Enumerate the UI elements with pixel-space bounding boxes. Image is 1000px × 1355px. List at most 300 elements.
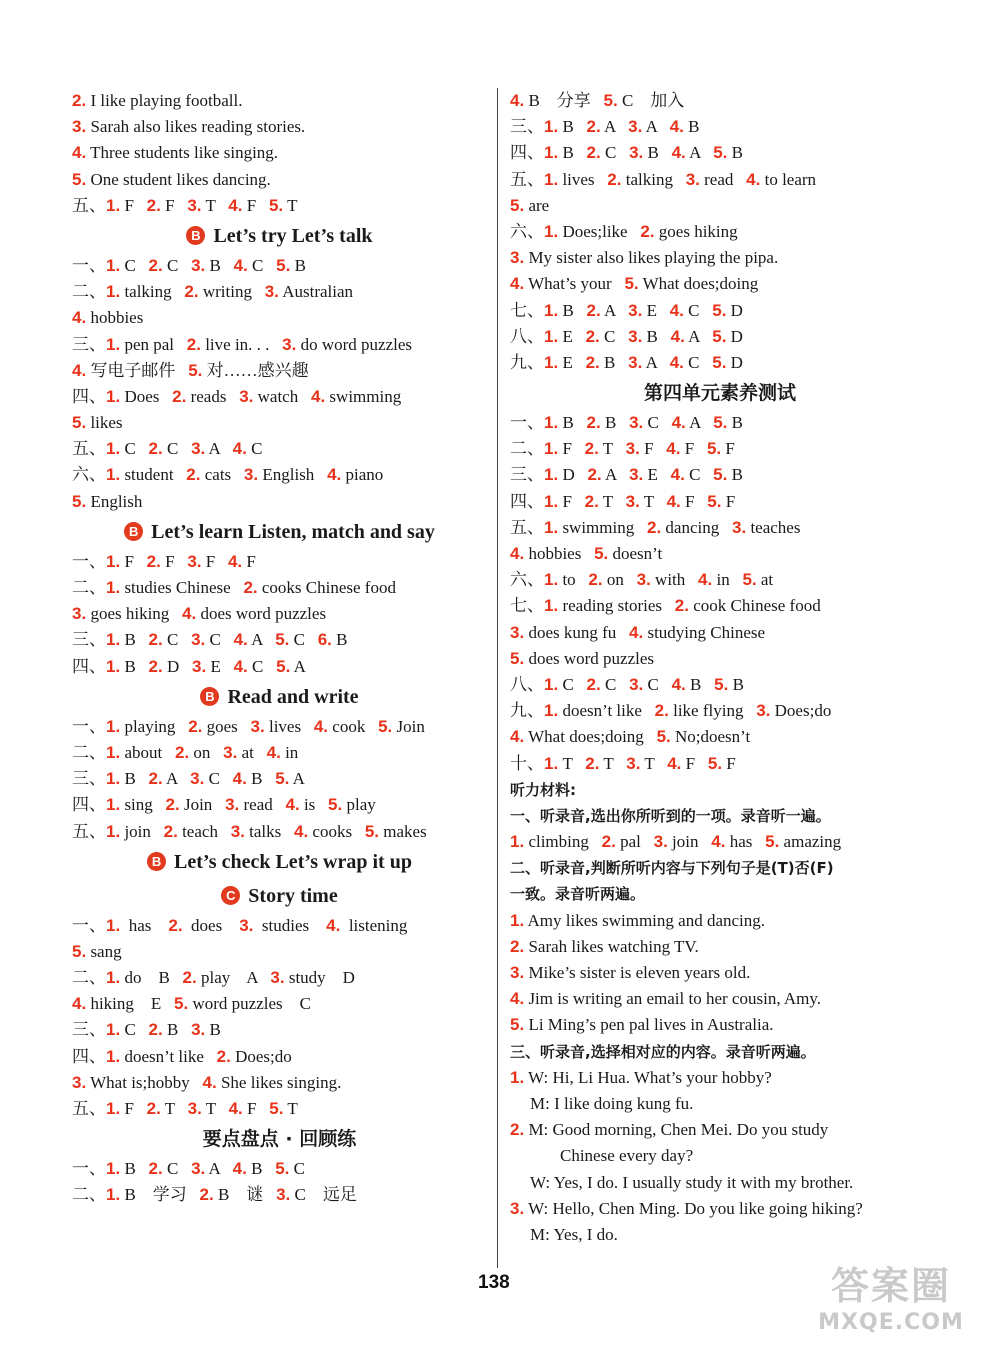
item-number: 4. <box>202 1072 217 1092</box>
item-number: 4. <box>72 308 87 328</box>
item-number: 2. <box>585 352 600 372</box>
item-number: 2. <box>510 936 525 956</box>
answer-text: A <box>205 439 233 459</box>
answer-text: on <box>189 742 224 762</box>
item-number: 2. <box>186 465 201 485</box>
item-number: 1. <box>106 195 121 215</box>
answer-text: cooks <box>308 821 365 841</box>
column-divider <box>497 88 498 1268</box>
item-number: 5. <box>72 169 87 189</box>
answer-text: Does <box>120 386 173 406</box>
answer-text: 二、 <box>72 742 106 762</box>
item-number: 2. <box>243 578 258 597</box>
answer-text: 四、 <box>72 386 106 406</box>
item-number: 1. <box>544 674 559 694</box>
item-number: 1. <box>106 551 121 571</box>
answer-line <box>72 305 487 331</box>
answer-text: A <box>205 1159 233 1179</box>
answer-text: lives <box>264 716 314 736</box>
answer-text: A <box>685 143 714 163</box>
answer-line <box>510 193 930 219</box>
answer-line <box>510 462 930 488</box>
item-number: 2. <box>146 1099 161 1118</box>
item-number: 4. <box>666 439 681 459</box>
answer-text: C <box>600 143 630 163</box>
item-number: 2. <box>146 551 161 571</box>
section-heading <box>72 219 487 253</box>
item-number: 4. <box>285 795 300 815</box>
item-number: 1. <box>544 439 559 459</box>
item-number: 3. <box>192 656 207 676</box>
item-number: 2. <box>186 334 201 354</box>
answer-line <box>510 777 930 803</box>
answer-text: T <box>283 1099 298 1118</box>
item-number: 5. <box>712 300 727 320</box>
answer-text: 四、 <box>510 143 544 163</box>
item-number: 3. <box>756 701 771 721</box>
answer-text: 二、 <box>72 968 106 988</box>
item-number: 1. <box>106 1020 121 1040</box>
item-number: 4. <box>669 352 684 372</box>
answer-text: C <box>643 674 672 694</box>
answer-text: B 分享 <box>524 91 604 110</box>
item-number: 4. <box>266 742 281 762</box>
answer-text: 九、 <box>510 352 544 372</box>
answer-text: W: Hi, Li Hua. What’s your hobby? <box>524 1067 772 1087</box>
item-number: 5. <box>712 326 727 346</box>
item-number: 3. <box>510 1198 525 1218</box>
answer-text: E <box>206 656 234 676</box>
item-number: 3. <box>187 551 202 571</box>
answer-text: in <box>280 742 299 762</box>
item-number: 3. <box>685 169 700 189</box>
answer-text: F <box>639 439 667 459</box>
answer-text: goes hiking <box>654 221 738 241</box>
answer-line <box>72 167 487 193</box>
item-number: 3. <box>510 248 525 268</box>
answer-text: 三、 <box>72 1020 106 1040</box>
item-number: 1. <box>544 326 559 346</box>
answer-line <box>72 384 487 410</box>
item-number: 4. <box>669 300 684 320</box>
answer-text: F <box>120 1099 147 1118</box>
answer-text: F <box>722 753 736 773</box>
item-number: 1. <box>544 413 559 433</box>
item-number: 5. <box>713 465 728 485</box>
answer-text: 一致。录音听两遍。 <box>510 885 646 904</box>
answer-text: at <box>756 570 774 590</box>
answer-line <box>510 167 930 193</box>
answer-text: A <box>642 117 670 137</box>
answer-text: swimming <box>325 386 402 406</box>
item-number: 4. <box>228 1099 243 1118</box>
answer-line <box>510 541 930 567</box>
answer-text: 听力材料: <box>510 780 576 799</box>
answer-text: 三、听录音,选择相对应的内容。录音听两遍。 <box>510 1042 816 1061</box>
item-number: 3. <box>264 282 279 302</box>
answer-text: does kung fu <box>524 622 630 642</box>
answer-text: 八、 <box>510 674 544 694</box>
item-number: 1. <box>544 221 559 241</box>
item-number: 4. <box>629 622 644 642</box>
item-number: 4. <box>233 656 248 676</box>
section-heading <box>72 879 487 913</box>
answer-text: does <box>182 915 240 935</box>
answer-line <box>72 410 487 436</box>
answer-text: teaches <box>746 517 801 537</box>
answer-line <box>510 489 930 515</box>
answer-text: M: Yes, I do. <box>530 1224 618 1244</box>
answer-line <box>510 908 930 934</box>
item-number: 3. <box>243 465 259 485</box>
answer-line <box>72 436 487 462</box>
answer-text: D <box>726 300 743 320</box>
answer-text: F <box>242 551 256 571</box>
item-number: 2. <box>584 439 599 459</box>
item-number: 4. <box>671 674 686 694</box>
section-title: Let’s learn Listen, match and say <box>151 520 435 543</box>
answer-text: B <box>600 413 630 433</box>
item-number: 3. <box>72 1072 87 1092</box>
answer-text: Sarah likes watching TV. <box>524 936 699 956</box>
answer-text: T <box>598 491 626 511</box>
answer-text: 一、 <box>72 716 106 736</box>
answer-text: A <box>290 656 306 676</box>
answer-text: Sarah also likes reading stories. <box>86 117 306 137</box>
item-number: 3. <box>72 117 87 137</box>
item-number: 3. <box>629 465 644 485</box>
item-number: 4. <box>233 630 248 650</box>
answer-text: What does;doing <box>638 274 759 294</box>
answer-text: B <box>599 352 629 372</box>
item-number: 5. <box>713 413 728 433</box>
answer-text: F <box>681 753 708 773</box>
answer-line <box>510 410 930 436</box>
answer-text: 三、 <box>510 465 544 485</box>
item-number: 3. <box>629 674 644 694</box>
answer-text: Join <box>392 716 425 736</box>
answer-text: B <box>685 674 715 694</box>
answer-text: Does;do <box>770 701 832 721</box>
item-number: 5. <box>594 544 609 563</box>
item-number: 4. <box>670 465 685 485</box>
answer-text: F <box>201 551 228 571</box>
item-number: 2. <box>148 1020 163 1040</box>
item-number: 2. <box>586 300 601 320</box>
answer-text: Australian <box>278 282 354 302</box>
item-number: 4. <box>326 915 341 935</box>
item-number: 4. <box>510 91 525 110</box>
item-number: 1. <box>544 491 559 511</box>
answer-text: F <box>242 195 269 215</box>
answer-text: B <box>558 300 587 320</box>
answer-text: B <box>558 413 587 433</box>
item-number: 1. <box>106 968 121 988</box>
answer-text: does word puzzles <box>524 648 655 668</box>
item-number: 4. <box>510 544 525 563</box>
answer-text: What is;hobby <box>86 1072 203 1092</box>
answer-text: B <box>120 630 149 650</box>
answer-text: B <box>558 117 587 137</box>
answer-text: at <box>237 742 267 762</box>
answer-line <box>72 462 487 488</box>
answer-text: studies <box>253 915 327 935</box>
answer-text: E <box>643 465 671 485</box>
item-number: 2. <box>148 1159 163 1179</box>
answer-line <box>510 1170 930 1196</box>
answer-line <box>510 881 930 907</box>
item-number: 3. <box>732 517 747 537</box>
item-number: 5. <box>72 413 87 433</box>
answer-text: A <box>247 630 276 650</box>
answer-line <box>72 358 487 384</box>
item-number: 2. <box>586 674 601 694</box>
answer-text: B <box>246 769 276 789</box>
answer-line <box>72 1017 487 1043</box>
answer-text: 一、 <box>72 255 106 275</box>
answer-text: talking <box>120 282 185 302</box>
answer-text: B <box>120 769 149 789</box>
item-number: 3. <box>628 352 643 372</box>
item-number: 4. <box>72 994 87 1014</box>
answer-line <box>510 934 930 960</box>
item-number: 5. <box>510 648 525 668</box>
answer-text: C <box>558 674 587 694</box>
item-number: 3. <box>510 963 525 982</box>
answer-line <box>510 324 930 350</box>
item-number: 5. <box>714 674 729 694</box>
left-column <box>72 88 487 1209</box>
answer-line <box>510 1012 930 1038</box>
answer-text: T <box>283 195 298 215</box>
answer-text: C <box>120 1020 149 1040</box>
answer-text: 一、 <box>510 413 544 433</box>
answer-text: Amy likes swimming and dancing. <box>524 910 766 930</box>
answer-text: join <box>120 821 164 841</box>
answer-text: goes hiking <box>86 604 183 624</box>
item-number: 5. <box>707 753 723 773</box>
watermark-logo-text: 答案圈 <box>830 1264 951 1308</box>
item-number: 5. <box>624 274 639 294</box>
answer-text: D <box>726 352 743 372</box>
answer-line <box>510 567 930 593</box>
item-number: 4. <box>227 551 243 571</box>
item-number: 1. <box>106 578 121 597</box>
item-number: 3. <box>239 915 254 935</box>
answer-line <box>72 549 487 575</box>
answer-text: teach <box>177 821 231 841</box>
item-number: 2. <box>148 769 163 789</box>
answer-line <box>72 627 487 653</box>
item-number: 1. <box>544 570 559 590</box>
item-number: 5. <box>712 352 727 372</box>
answer-text: T <box>201 195 229 215</box>
item-number: 1. <box>544 465 559 485</box>
answer-text: hiking E <box>86 994 175 1014</box>
answer-text: read <box>239 795 286 815</box>
answer-text: cooks Chinese food <box>257 578 396 597</box>
answer-line <box>510 1117 930 1143</box>
answer-text: C <box>120 255 149 275</box>
answer-text: B <box>246 1159 276 1179</box>
item-number: 5. <box>275 769 290 789</box>
answer-text: B 学习 <box>120 1185 200 1205</box>
section-title: 要点盘点 · 回顾练 <box>202 1128 357 1151</box>
item-number: 2. <box>586 413 601 433</box>
answer-line <box>72 965 487 991</box>
answer-text: T <box>558 753 586 773</box>
answer-text: E <box>642 300 670 320</box>
answer-text: B <box>162 1020 192 1040</box>
answer-text: with <box>650 570 699 590</box>
answer-text: B <box>727 143 743 163</box>
answer-text: B <box>205 255 234 275</box>
answer-text: like flying <box>668 701 757 721</box>
answer-text: is <box>299 795 329 815</box>
item-number: 4. <box>510 274 525 294</box>
section-badge-icon: C <box>221 886 240 905</box>
answer-text: T <box>598 439 626 459</box>
answer-text: talks <box>244 821 294 841</box>
page-number: 138 <box>478 1272 510 1293</box>
answer-text: B <box>642 326 671 346</box>
answer-text: 一、听录音,选出你所听到的一项。录音听一遍。 <box>510 806 831 825</box>
answer-text: study D <box>284 968 355 988</box>
answer-text: 八、 <box>510 326 544 346</box>
answer-text: A <box>600 117 629 137</box>
answer-line <box>72 654 487 680</box>
answer-line <box>72 332 487 358</box>
answer-text: 六、 <box>510 221 544 241</box>
item-number: 4. <box>232 1159 247 1179</box>
answer-text: B <box>205 1020 221 1040</box>
answer-text: reading stories <box>558 596 675 616</box>
answer-text: C <box>289 1159 305 1179</box>
answer-text: C <box>162 255 192 275</box>
item-number: 2. <box>601 832 616 852</box>
answer-line <box>72 279 487 305</box>
item-number: 4. <box>310 386 326 406</box>
answer-text: C 加入 <box>617 91 685 110</box>
item-number: 3. <box>72 604 87 624</box>
item-number: 5. <box>72 941 87 961</box>
item-number: 2. <box>587 465 602 485</box>
answer-line <box>510 88 930 114</box>
answer-text: What’s your <box>524 274 625 294</box>
answer-text: C <box>247 656 277 676</box>
item-number: 3. <box>628 300 643 320</box>
item-number: 5. <box>656 727 671 747</box>
item-number: 2. <box>586 143 601 163</box>
answer-line <box>510 271 930 297</box>
answer-text: I like playing football. <box>86 91 243 110</box>
item-number: 3. <box>191 630 206 650</box>
item-number: 4. <box>510 989 525 1009</box>
item-number: 5. <box>510 1015 525 1035</box>
answer-text: pen pal <box>120 334 187 354</box>
answer-text: play A <box>196 968 271 988</box>
item-number: 1. <box>106 334 121 354</box>
answer-text: to <box>558 570 589 590</box>
item-number: 2. <box>165 795 180 815</box>
answer-text: A <box>600 300 629 320</box>
answer-line <box>72 253 487 279</box>
answer-text: reads <box>186 386 240 406</box>
answer-line <box>510 986 930 1012</box>
answer-text: B <box>728 674 744 694</box>
answer-text: No;doesn’t <box>670 727 751 747</box>
item-number: 3. <box>625 439 640 459</box>
answer-text: C <box>162 439 192 459</box>
item-number: 2. <box>146 195 161 215</box>
answer-text: word puzzles C <box>188 994 311 1014</box>
item-number: 4. <box>327 465 342 485</box>
item-number: 5. <box>328 795 343 815</box>
item-number: 2. <box>148 630 163 650</box>
item-number: 1. <box>106 1046 121 1066</box>
item-number: 5. <box>276 255 291 275</box>
answer-line <box>510 1065 930 1091</box>
answer-line <box>72 114 487 140</box>
item-number: 3. <box>190 769 205 789</box>
item-number: 2. <box>640 221 655 241</box>
answer-line <box>510 829 930 855</box>
answer-text: C <box>684 465 714 485</box>
answer-line <box>72 1096 487 1122</box>
answer-text: 二、听录音,判断所听内容与下列句子是(T)否(F) <box>510 859 834 878</box>
answer-text: D <box>162 656 192 676</box>
answer-line <box>72 1156 487 1182</box>
answer-text: C <box>204 769 233 789</box>
answer-text: F <box>680 439 707 459</box>
answer-line <box>510 803 930 829</box>
item-number: 2. <box>188 716 203 736</box>
answer-text: D <box>558 465 588 485</box>
item-number: 4. <box>698 570 713 590</box>
item-number: 1. <box>106 1185 121 1205</box>
item-number: 3. <box>628 117 643 137</box>
answer-text: 对……感兴趣 <box>202 360 309 380</box>
item-number: 2. <box>174 742 190 762</box>
section-badge-icon: B <box>124 522 143 541</box>
item-number: 1. <box>106 795 121 815</box>
item-number: 3. <box>191 1020 206 1040</box>
answer-text: live in. . . <box>200 334 283 354</box>
item-number: 1. <box>544 300 559 320</box>
item-number: 1. <box>106 439 121 459</box>
item-number: 3. <box>250 716 265 736</box>
answer-text: amazing <box>779 832 842 852</box>
item-number: 2. <box>72 91 87 110</box>
answer-line <box>510 219 930 245</box>
answer-text: piano <box>341 465 384 485</box>
answer-line <box>510 751 930 777</box>
item-number: 2. <box>646 517 662 537</box>
answer-line <box>510 350 930 376</box>
item-number: 4. <box>669 117 684 137</box>
answer-text: W: Yes, I do. I usually study it with my brother. <box>530 1172 854 1192</box>
section-title: Story time <box>248 884 338 907</box>
answer-line <box>510 960 930 986</box>
answer-text: 写电子邮件 <box>86 360 189 380</box>
item-number: 2. <box>148 656 163 676</box>
answer-line <box>510 114 930 140</box>
answer-line <box>510 436 930 462</box>
answer-text: Does;do <box>230 1046 292 1066</box>
answer-line <box>72 913 487 939</box>
item-number: 1. <box>106 821 121 841</box>
item-number: 3. <box>653 832 668 852</box>
